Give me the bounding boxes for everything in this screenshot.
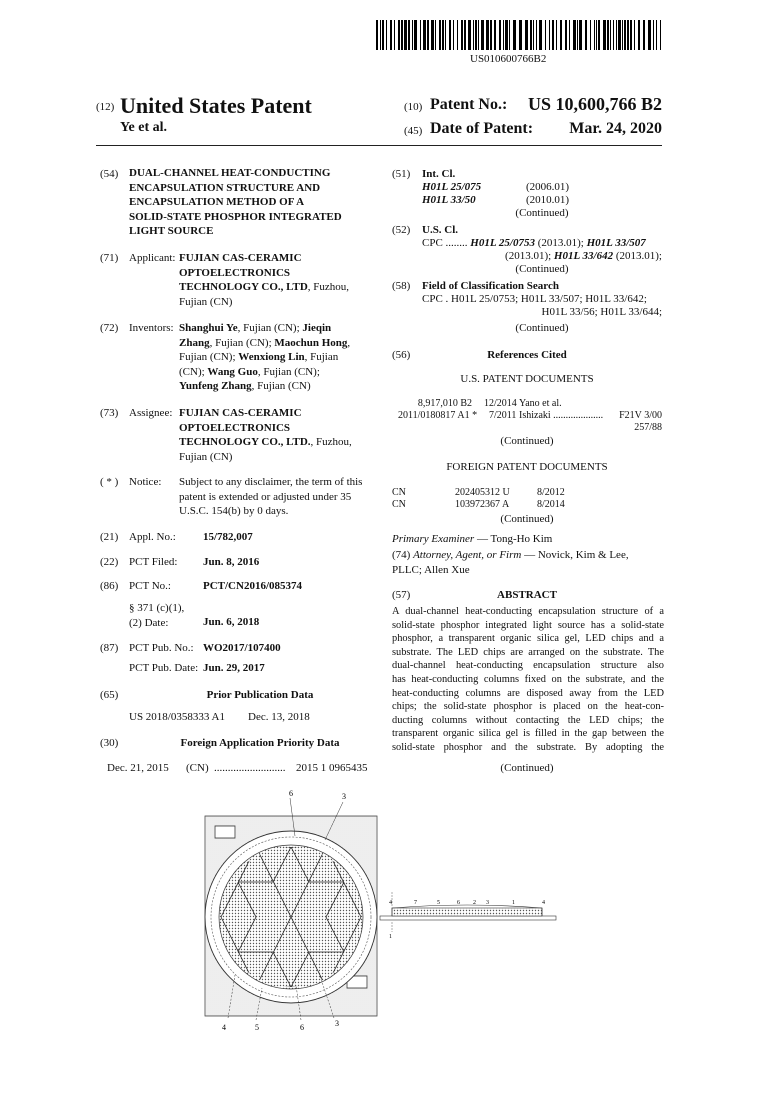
list-item: CN 202405312 U 8/2012 — [392, 487, 565, 498]
intcl-version-1: (2006.01) — [526, 181, 570, 193]
pub-no-value: WO2017/107400 — [203, 642, 281, 654]
side-label-6: 6 — [457, 900, 460, 906]
foreign-priority-dots: .......................... — [214, 762, 286, 774]
kind-code-12: (12) — [96, 101, 115, 113]
foreign-docs-table — [392, 486, 662, 510]
s371-label: § 371 (c)(1), (2) Date: — [129, 602, 185, 629]
pub-date-label: PCT Pub. Date: — [129, 662, 199, 674]
applicant-label: Applicant: — [129, 252, 176, 264]
intcl-version-2: (2010.01) — [526, 194, 570, 206]
pct-filed-value: Jun. 8, 2016 — [203, 556, 260, 568]
pub-date-value: Jun. 29, 2017 — [203, 662, 265, 674]
document-number: US010600766B2 — [470, 53, 547, 65]
side-label-1b: 1 — [389, 934, 392, 940]
code-30: (30) — [100, 737, 119, 749]
abstract-continued: (Continued) — [500, 762, 554, 774]
side-label-2: 2 — [473, 900, 476, 906]
header-rule — [96, 145, 662, 146]
foreign-priority-number: 2015 1 0965435 — [296, 762, 368, 774]
side-label-1a: 1 — [512, 900, 515, 906]
pct-filed-label: PCT Filed: — [129, 556, 178, 568]
list-item: CN 103972367 A 8/2014 — [392, 499, 565, 510]
list-item: 257/88 — [634, 422, 662, 433]
references-title: References Cited — [487, 349, 567, 361]
us-patent-docs-title: U.S. PATENT DOCUMENTS — [460, 373, 594, 385]
notice-text: Subject to any disclaimer, the term of this patent is extended or adjusted under 35 U.S.C. 154(b) by 0 days. — [179, 476, 363, 517]
side-label-4b: 4 — [542, 900, 545, 906]
list-item: 2011/0180817 A1 * 7/2011 Ishizaki .................... F21V 3/00 — [398, 410, 662, 421]
cpc-line-1: CPC ........ H01L 25/0753 (2013.01); H01L 33/507 — [422, 237, 646, 249]
side-label-3: 3 — [486, 900, 489, 906]
side-view-drawing — [380, 892, 556, 932]
appl-label: Appl. No.: — [129, 531, 176, 543]
uscl-title: U.S. Cl. — [422, 224, 459, 236]
assignee-value: FUJIAN CAS-CERAMIC OPTOELECTRONICS TECHNOLOGY CO., LTD., Fuzhou, Fujian (CN) — [179, 407, 352, 463]
code-71: (71) — [100, 252, 119, 264]
code-86: (86) — [100, 580, 119, 592]
barcode — [376, 20, 662, 50]
code-65: (65) — [100, 689, 119, 701]
code-87: (87) — [100, 642, 119, 654]
code-56: (56) — [392, 349, 411, 361]
code-22: (22) — [100, 556, 119, 568]
code-58: (58) — [392, 280, 411, 292]
foreign-priority-title: Foreign Application Priority Data — [180, 737, 340, 749]
patent-no-label: Patent No.: — [430, 96, 508, 113]
field-line-1: CPC . H01L 25/0753; H01L 33/507; H01L 33/642; — [422, 293, 647, 305]
side-label-5: 5 — [437, 900, 440, 906]
field-title: Field of Classification Search — [422, 280, 559, 292]
appl-value: 15/782,007 — [203, 531, 253, 543]
s371-value: Jun. 6, 2018 — [203, 616, 260, 628]
foreign-priority-country: (CN) — [186, 762, 209, 774]
intcl-title: Int. Cl. — [422, 168, 456, 180]
abstract-title: ABSTRACT — [497, 589, 557, 601]
prior-pub-title: Prior Publication Data — [206, 689, 314, 701]
figure-label-bottom-4: 4 — [222, 1023, 226, 1032]
inventors-short: Ye et al. — [120, 120, 168, 135]
code-72: (72) — [100, 322, 119, 334]
code-45: (45) — [404, 125, 423, 137]
intcl-class-1: H01L 25/075 — [422, 181, 482, 193]
code-notice: ( * ) — [100, 476, 119, 488]
patent-number: US 10,600,766 B2 — [527, 94, 662, 114]
prior-pub-date: Dec. 13, 2018 — [248, 711, 310, 723]
inventors-label: Inventors: — [129, 322, 174, 334]
patent-figure — [0, 780, 770, 1080]
date-label: Date of Patent: — [430, 120, 534, 137]
side-label-4a: 4 — [389, 900, 392, 906]
foreign-patent-docs-title: FOREIGN PATENT DOCUMENTS — [446, 461, 608, 473]
figure-label-top-6: 6 — [289, 789, 293, 798]
assignee-label: Assignee: — [129, 407, 173, 419]
cpc-line-2: (2013.01); H01L 33/642 (2013.01); — [505, 250, 662, 262]
intcl-class-2: H01L 33/50 — [422, 194, 476, 206]
top-view-drawing — [205, 798, 377, 1020]
pct-no-value: PCT/CN2016/085374 — [203, 580, 302, 592]
code-21: (21) — [100, 531, 119, 543]
field-line-2: H01L 33/56; H01L 33/644; — [541, 306, 662, 318]
code-57: (57) — [392, 589, 411, 601]
list-item: 8,917,010 B2 12/2014 Yano et al. — [417, 398, 562, 409]
notice-label: Notice: — [129, 476, 162, 488]
primary-examiner: Primary Examiner — Tong-Ho Kim — [392, 533, 553, 545]
figure-label-bottom-5: 5 — [255, 1023, 259, 1032]
field-continued: (Continued) — [515, 322, 569, 334]
code-52: (52) — [392, 224, 411, 236]
prior-pub-number: US 2018/0358333 A1 — [129, 711, 225, 723]
side-label-7: 7 — [414, 900, 417, 906]
us-docs-table — [392, 397, 662, 433]
code-51: (51) — [392, 168, 411, 180]
pct-no-label: PCT No.: — [129, 580, 171, 592]
applicant-value: FUJIAN CAS-CERAMIC OPTOELECTRONICS TECHNOLOGY CO., LTD, Fuzhou, Fujian (CN) — [179, 252, 350, 308]
patent-date: Mar. 24, 2020 — [569, 120, 662, 137]
uscl-continued: (Continued) — [515, 263, 569, 275]
invention-title: DUAL-CHANNEL HEAT-CONDUCTING ENCAPSULATION STRUCTURE AND ENCAPSULATION METHOD OF A SOLID-STATE PHOSPHOR INTEGRATED LIGHT SOURCE — [129, 167, 342, 237]
inventors-value: Shanghui Ye, Fujian (CN); Jieqin Zhang, Fujian (CN); Maochun Hong, Fujian (CN); Wenxiong Lin, Fujian (CN); Wang Guo, Fujian (CN); Yunfeng Zhang, Fujian (CN) — [179, 322, 351, 392]
pub-no-label: PCT Pub. No.: — [129, 642, 194, 654]
code-54: (54) — [100, 168, 119, 180]
figure-label-bottom-6: 6 — [300, 1023, 304, 1032]
intcl-continued: (Continued) — [515, 207, 569, 219]
figure-label-bottom-3: 3 — [335, 1019, 339, 1028]
patent-title-heading: United States Patent — [120, 93, 312, 118]
us-docs-continued: (Continued) — [500, 435, 554, 447]
attorney: (74) Attorney, Agent, or Firm — Novick, Kim & Lee, PLLC; Allen Xue — [392, 549, 629, 576]
foreign-docs-continued: (Continued) — [500, 513, 554, 525]
code-10: (10) — [404, 101, 423, 113]
foreign-priority-date: Dec. 21, 2015 — [107, 762, 169, 774]
abstract-text: A dual-channel heat-conducting encapsulation structure of a solid-state phosphor integrated light source has a solid-state phosphor, a transparent organic silica gel, LED chips and a substrate. The LED chips are arranged on the substrate. The dual-channel heat-conducting encapsulation structure also has heat-conducting columns fixed on the substrate, and the heat-conducting columns are disposed away from the LED chips; the solid-state phosphor is placed on the heat-con- ducting columns without contacting the LED chips; the transparent organic silica gel is filled in the gap between the solid-state phosphor and the substrate. By adopting the — [392, 606, 664, 753]
code-73: (73) — [100, 407, 119, 419]
figure-label-top-3: 3 — [342, 792, 346, 801]
